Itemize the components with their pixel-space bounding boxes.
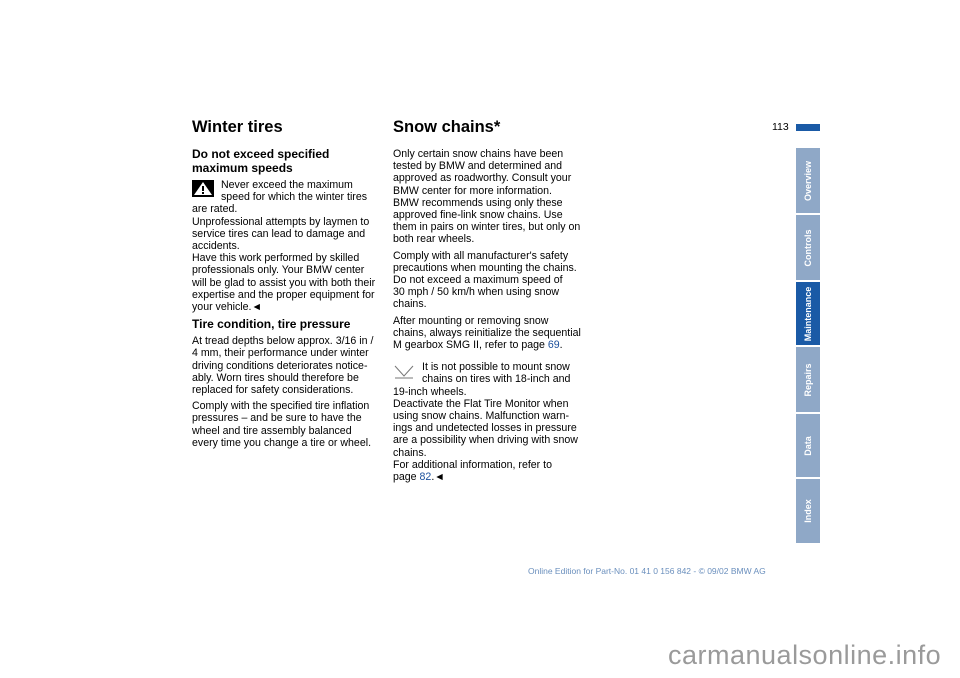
tab-data[interactable]: Data [796, 414, 820, 479]
paragraph-certain-chains: Only certain snow chains have been tested by BMW and determined and approved as roadworthy. Consult your BMW center for more information. BMW recommends using only these approved fine-link snow chains. Use them in pairs on winter tires, but only on both rear wheels. [393, 148, 581, 246]
paragraph-tread-depth: At tread depths below approx. 3/16 in / 4 mm, their performance under winter driving conditions deteriorates notice- ably. Worn tires should therefore be replaced for safety considerations. [192, 335, 374, 397]
footer-edition: Online Edition for Part-No. 01 41 0 156 842 - © 09/02 BMW AG [528, 566, 766, 576]
subheading-tire-condition: Tire condition, tire pressure [192, 317, 351, 332]
page-marker-bar [796, 124, 820, 131]
paragraph-smg: After mounting or removing snow chains, always reinitialize the sequential M gearbox SMG II, refer to page 69. [393, 314, 581, 352]
tab-repairs[interactable]: Repairs [796, 347, 820, 414]
page-82-link[interactable]: 82 [419, 471, 432, 484]
snow-chains-title: Snow chains* [393, 118, 501, 136]
tab-overview[interactable]: Overview [796, 148, 820, 215]
right-column [393, 148, 588, 483]
page-69-link[interactable]: 69 [547, 339, 560, 352]
winter-tires-title: Winter tires [192, 118, 283, 136]
watermark: carmanualsonline.info [668, 640, 942, 670]
tab-maintenance[interactable]: Maintenance [796, 282, 820, 347]
warning-triangle-icon [192, 180, 214, 197]
paragraph-inflation: Comply with the specified tire inflation pressures – and be sure to have the wheel and tire assembly balanced every time you change a tire or wheel. [192, 400, 372, 449]
note-check-icon [393, 362, 415, 379]
paragraph-precautions: Comply with all manufacturer's safety precautions when mounting the chains. Do not exceed a maximum speed of 30 mph / 50 km/h when using snow chains. [393, 249, 577, 311]
page-number: 113 [772, 121, 789, 133]
tab-controls[interactable]: Controls [796, 215, 820, 282]
left-column [192, 147, 387, 453]
subheading-max-speeds: Do not exceed specified maximum speeds [192, 147, 330, 175]
warning-note: Never exceed the maximum speed for which the winter tires are rated. [192, 179, 368, 216]
paragraph-additional-info: For additional information, refer to page 82.◄ [393, 458, 552, 484]
paragraph-laymen: Unprofessional attempts by laymen to service tires can lead to damage and accidents. [192, 215, 370, 253]
paragraph-professionals: Have this work performed by skilled professionals only. Your BMW center will be glad to assist you with both their expertise and the proper equipment for your vehicle.◄ [192, 252, 376, 314]
paragraph-flat-tire-monitor: Deactivate the Flat Tire Monitor when using snow chains. Malfunction warn- ings and undetected losses in pressure are a possibility when driving with snow chains. [393, 397, 578, 459]
tab-index[interactable]: Index [796, 479, 820, 543]
info-note: It is not possible to mount snow chains on tires with 18-inch and 19-inch wheels. [393, 361, 571, 398]
